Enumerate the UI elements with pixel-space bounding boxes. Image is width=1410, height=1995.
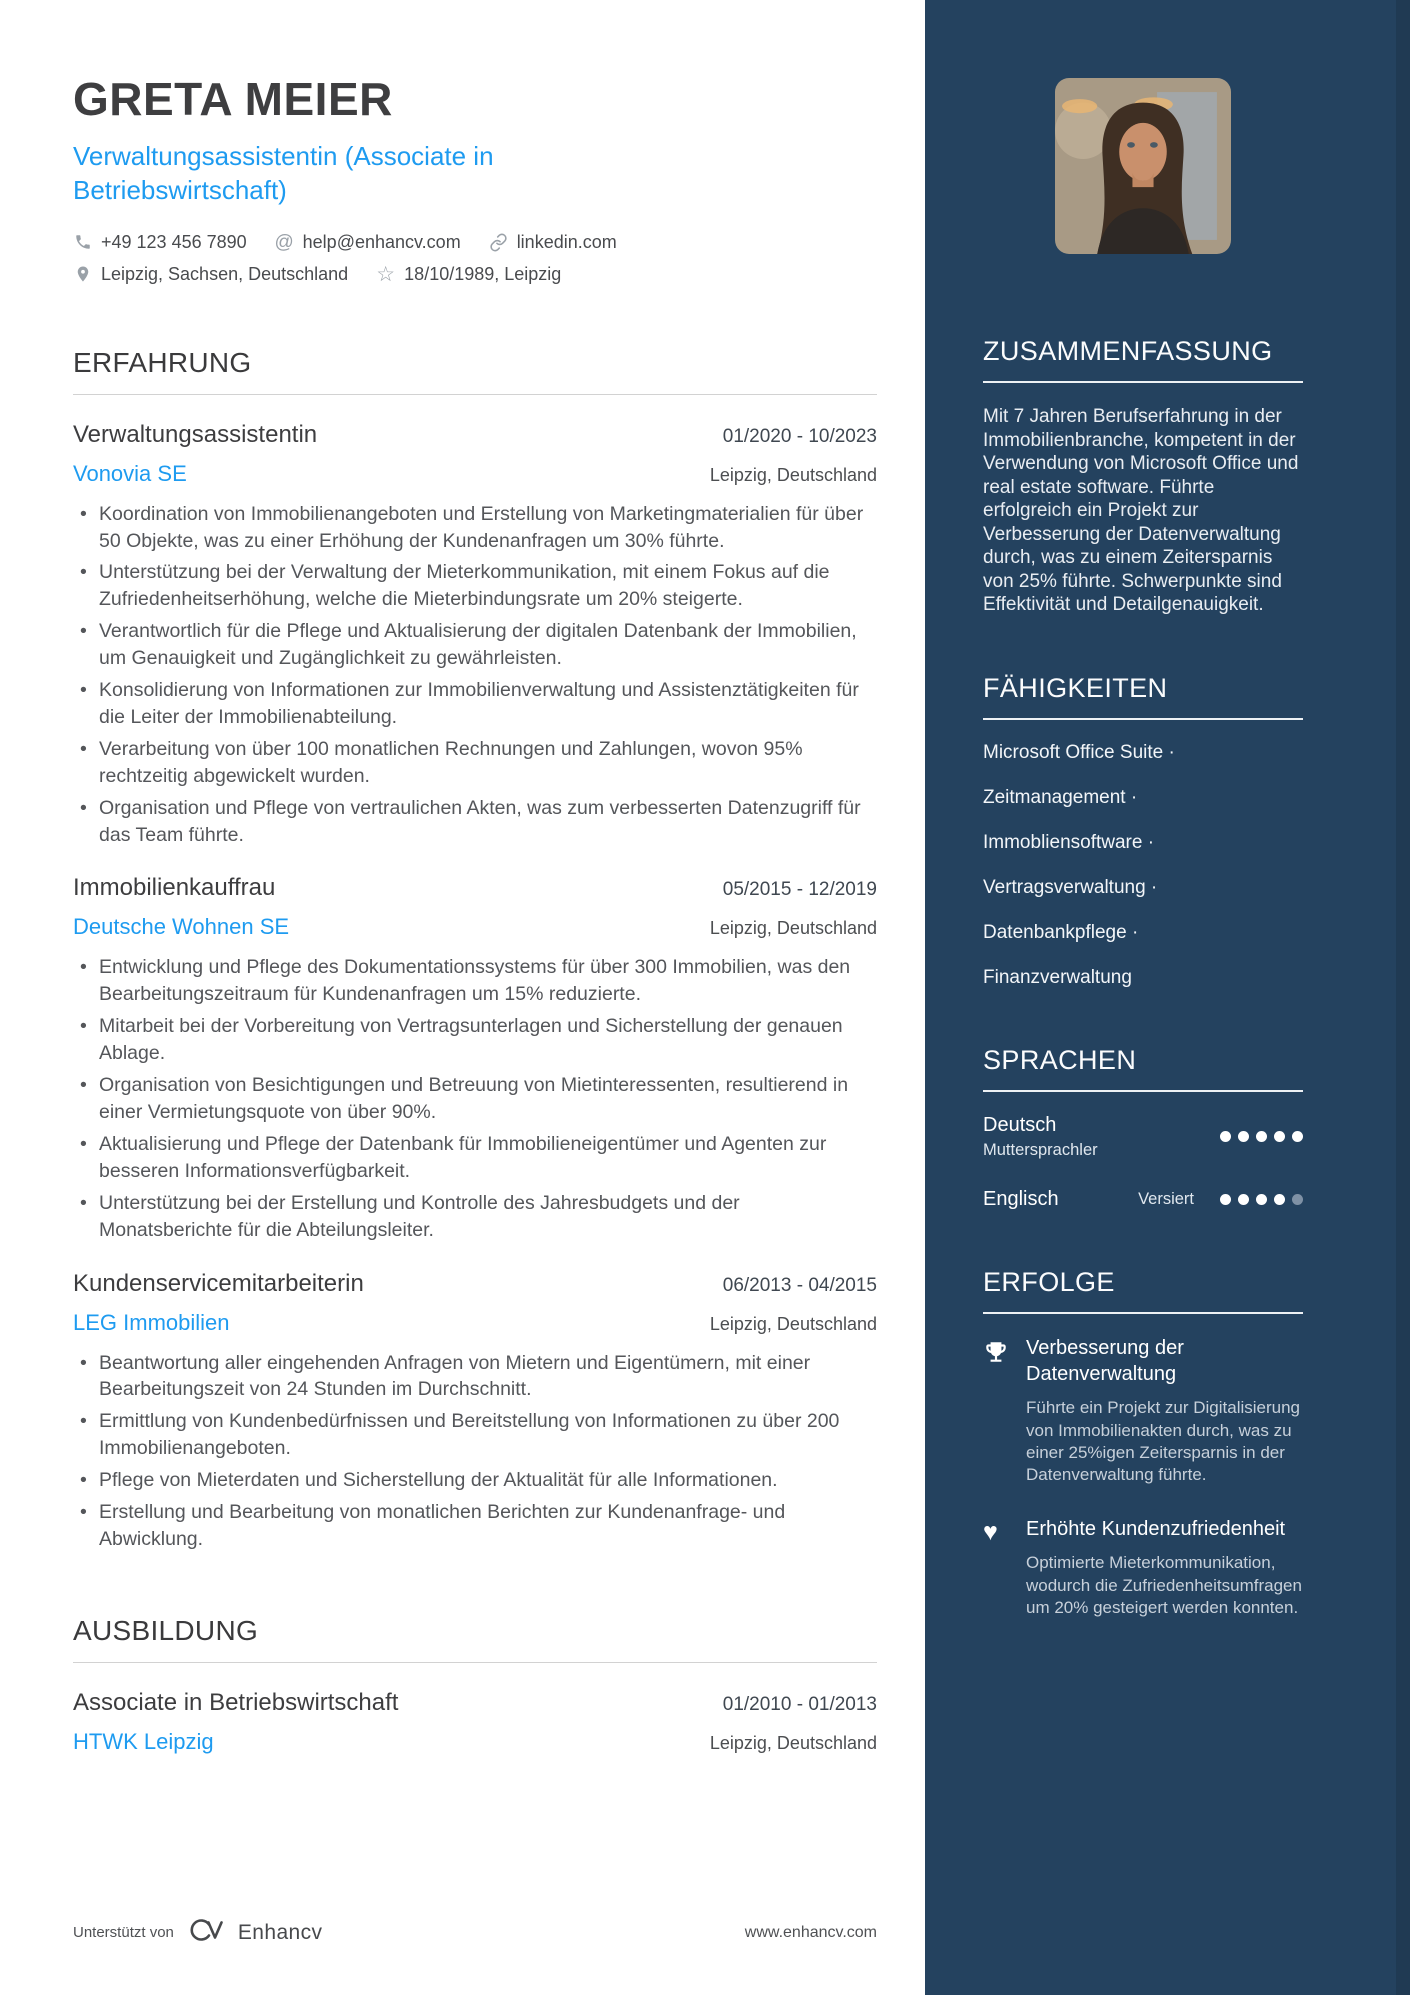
bullet-item: • Erstellung und Bearbeitung von monatlichen Berichten zur Kundenanfrage- und Abwicklung. — [99, 1499, 877, 1553]
at-icon: @ — [274, 231, 294, 253]
achievement-text: Optimierte Mieterkommunikation, wodurch die Zufriedenheitsumfragen um 20% gesteigert werden konnten. — [1026, 1553, 1302, 1618]
summary-heading: ZUSAMMENFASSUNG — [983, 336, 1303, 383]
job-location: Leipzig, Deutschland — [709, 464, 877, 485]
summary-text: Mit 7 Jahren Berufserfahrung in der Immobilienbranche, kompetent in der Verwendung von Microsoft Office und real estate software. Führte erfolgreich ein Projekt zur Verbesserung der Datenverwaltung durch, was zu einem Zeitersparnis von 25% führte. Schwerpunkte sind Effektivität und Detailgenauigkeit. — [983, 406, 1299, 616]
contact-location — [73, 264, 348, 285]
education-dates: 01/2010 - 01/2013 — [722, 1693, 877, 1715]
enhancv-url[interactable]: www.enhancv.com — [744, 1923, 877, 1941]
education-section — [73, 1615, 877, 1755]
job-dates: 06/2013 - 04/2015 — [722, 1274, 877, 1296]
candidate-name: GRETA MEIER — [73, 73, 393, 125]
job-title: Immobilienkauffrau — [73, 874, 276, 902]
achievements-section — [983, 1267, 1303, 1620]
enhancv-logo-icon — [186, 1916, 226, 1949]
bullet-item: • Konsolidierung von Informationen zur Immobilienverwaltung und Assistenztätigkeiten für die Leiter der Immobilienabteilung. — [99, 677, 877, 731]
contact-link[interactable] — [489, 232, 617, 253]
bullet-item: • Beantwortung aller eingehenden Anfragen von Mietern und Eigentümern, mit einer Bearbeitungszeit von 24 Stunden im Durchschnitt. — [99, 1350, 877, 1404]
languages-section — [983, 1045, 1303, 1211]
trophy-icon — [983, 1336, 1010, 1487]
language-level: Muttersprachler — [983, 1140, 1098, 1159]
skills-section — [983, 673, 1303, 989]
job-title: Verwaltungsassistentin — [73, 420, 318, 448]
phone-number: +49 123 456 7890 — [101, 231, 247, 252]
bullet-item: • Organisation und Pflege von vertraulichen Akten, was zum verbesserten Datenzugriff für das Team führte. — [99, 795, 877, 849]
job-title: Kundenservicemitarbeiterin — [73, 1269, 364, 1297]
degree-title: Associate in Betriebswirtschaft — [73, 1688, 399, 1716]
heart-icon: ♥ — [983, 1517, 998, 1546]
company-link[interactable]: LEG Immobilien — [73, 1309, 230, 1335]
skills-heading: FÄHIGKEITEN — [983, 673, 1303, 720]
job-bullets — [73, 1350, 877, 1553]
contact-info — [73, 232, 733, 285]
location-pin-icon — [73, 265, 92, 284]
bullet-item: • Pflege von Mieterdaten und Sicherstellung der Aktualität für alle Informationen. — [99, 1467, 877, 1494]
summary-section — [983, 336, 1303, 617]
achievement-text: Führte ein Projekt zur Digitalisierung von Immobilienakten durch, was zu einer 25%igen Zeitersparnis in der Datenverwaltung führte. — [1026, 1398, 1301, 1485]
job-dates: 05/2015 - 12/2019 — [722, 879, 877, 901]
language-item — [983, 1188, 1303, 1211]
candidate-headline: Verwaltungsassistentin (Associate in Betriebswirtschaft) — [73, 141, 494, 205]
language-proficiency-dots — [1220, 1131, 1303, 1142]
achievement-title: Erhöhte Kundenzufriedenheit — [1026, 1517, 1286, 1540]
star-icon: ☆ — [376, 262, 396, 286]
achievements-heading: ERFOLGE — [983, 1267, 1303, 1314]
bullet-item: • Organisation von Besichtigungen und Betreuung von Mietinteressenten, resultierend in einer Vermietungsquote von über 90%. — [99, 1072, 877, 1126]
skill-item: Datenbankpflege · — [983, 921, 1139, 943]
achievement-title: Verbesserung der Datenverwaltung — [1026, 1336, 1184, 1385]
powered-by-label: Unterstützt von — [73, 1924, 174, 1941]
bullet-item: • Unterstützung bei der Verwaltung der Mieterkommunikation, mit einem Fokus auf die Zufriedenheitserhöhung, welche die Mieterbindungsrate um 20% steigerte. — [99, 559, 877, 613]
bullet-item: • Verantwortlich für die Pflege und Aktualisierung der digitalen Datenbank der Immobilien, um Genauigkeit und Zugänglichkeit zu gewährleisten. — [99, 618, 877, 672]
skill-item: Microsoft Office Suite · — [983, 741, 1175, 763]
link-text: linkedin.com — [516, 231, 617, 252]
email-address: help@enhancv.com — [302, 231, 461, 252]
contact-phone[interactable] — [73, 232, 247, 253]
bullet-item: • Mitarbeit bei der Vorbereitung von Vertragsunterlagen und Sicherstellung der genauen Ablage. — [99, 1013, 877, 1067]
education-heading: AUSBILDUNG — [73, 1615, 877, 1663]
contact-birth — [376, 264, 561, 285]
achievement-item — [983, 1517, 1303, 1620]
bullet-item: • Aktualisierung und Pflege der Datenbank für Immobilieneigentümer und Agenten zur besseren Informationsverfügbarkeit. — [99, 1131, 877, 1185]
sidebar — [925, 0, 1410, 1995]
experience-section — [73, 347, 877, 1553]
job-entry — [73, 421, 877, 849]
bullet-item: • Unterstützung bei der Erstellung und Kontrolle des Jahresbudgets und der Monatsberichte für die Abteilungsleiter. — [99, 1190, 877, 1244]
language-name: Deutsch — [983, 1113, 1057, 1136]
job-entry — [73, 1270, 877, 1553]
school-link[interactable]: HTWK Leipzig — [73, 1728, 214, 1754]
job-location: Leipzig, Deutschland — [709, 1313, 877, 1334]
education-entry — [73, 1689, 877, 1755]
birth-text: 18/10/1989, Leipzig — [404, 263, 562, 284]
job-entry — [73, 874, 877, 1243]
bullet-item: • Verarbeitung von über 100 monatlichen Rechnungen und Zahlungen, wovon 95% rechtzeitig abgewickelt wurden. — [99, 736, 877, 790]
contact-email[interactable] — [275, 232, 461, 253]
skill-item: Immobliensoftware · — [983, 831, 1155, 853]
languages-heading: SPRACHEN — [983, 1045, 1303, 1092]
skill-item: Vertragsverwaltung · — [983, 876, 1158, 898]
bullet-item: • Entwicklung und Pflege des Dokumentationssystems für über 300 Immobilien, was den Bearbeitungszeitraum für Kundenanfragen um 15% reduzierte. — [99, 954, 877, 1008]
language-name: Englisch — [983, 1187, 1059, 1210]
experience-heading: ERFAHRUNG — [73, 347, 877, 395]
language-level: Versiert — [1138, 1189, 1194, 1208]
bullet-item: • Koordination von Immobilienangeboten und Erstellung von Marketingmaterialien für über 50 Objekte, was zu einer Erhöhung der Kundenanfragen um 30% führte. — [99, 501, 877, 555]
skill-item: Zeitmanagement · — [983, 786, 1138, 808]
company-link[interactable]: Deutsche Wohnen SE — [73, 914, 290, 940]
job-location: Leipzig, Deutschland — [709, 918, 877, 939]
enhancv-brand-text: Enhancv — [237, 1920, 323, 1944]
language-proficiency-dots — [1220, 1194, 1303, 1205]
language-item — [983, 1114, 1303, 1160]
phone-icon — [73, 233, 92, 252]
job-bullets — [73, 501, 877, 849]
company-link[interactable]: Vonovia SE — [73, 460, 187, 486]
bullet-item: • Ermittlung von Kundenbedürfnissen und Bereitstellung von Informationen zu über 200 Immobilienangeboten. — [99, 1408, 877, 1462]
job-dates: 01/2020 - 10/2023 — [722, 425, 877, 447]
location-text: Leipzig, Sachsen, Deutschland — [101, 263, 349, 284]
link-icon — [489, 233, 508, 252]
job-bullets — [73, 954, 877, 1243]
footer — [73, 1916, 877, 1949]
profile-photo — [1055, 78, 1231, 254]
education-location: Leipzig, Deutschland — [709, 1732, 877, 1753]
achievement-item — [983, 1336, 1303, 1487]
skill-item: Finanzverwaltung — [983, 966, 1132, 988]
